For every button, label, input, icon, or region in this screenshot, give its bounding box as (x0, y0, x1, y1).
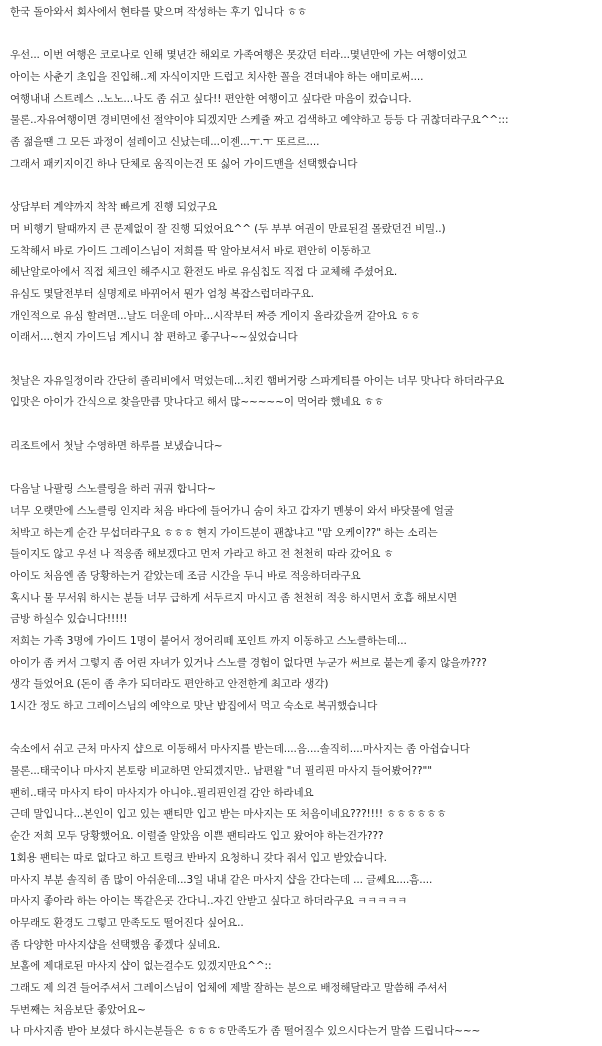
review-line: 유심도 몇달전부터 실명제로 바뀌어서 뭔가 엄청 복잡스럽더라구요. (10, 287, 314, 300)
review-line: 아이가 좀 커서 그렇지 좀 어린 자녀가 있거나 스노클 경험이 없다면 누군가 써브로 붙는게 좋지 않을까??? (10, 656, 487, 669)
paragraph-spacer (10, 24, 602, 46)
review-line: 리조트에서 첫날 수영하면 하루를 보냈습니다~ (10, 439, 223, 452)
review-line: 다음날 나팔링 스노클링을 하러 궈궈 합니다~ (10, 483, 216, 496)
review-line: 우선... 이번 여행은 코로나로 인해 몇년간 해외로 가족여행은 못갔던 터라...몇년만에 가는 여행이었고 (10, 49, 467, 62)
review-line: 저희는 가족 3명에 가이드 1명이 붙어서 정어리떼 포인트 까지 이동하고 스노클하는데... (10, 634, 407, 647)
paragraph-spacer (10, 349, 602, 371)
review-line: 상담부터 계약까지 착착 빠르게 진행 되었구요 (10, 201, 218, 214)
review-line: 금방 하실수 있습니다!!!!! (10, 613, 128, 626)
review-line: 한국 돌아와서 회사에서 현타를 맞으며 작성하는 후기 입니다 ㅎㅎ (10, 6, 308, 18)
review-line: 물론..자유여행이면 경비면에선 절약이야 되겠지만 스케쥴 짜고 검색하고 예약하고 등등 다 귀찮더라구요^^::: (10, 114, 509, 127)
review-line: 입맛은 아이가 간식으로 찾을만큼 맛나다고 해서 많~~~~~이 먹어라 했네요 ㅎㅎ (10, 396, 384, 409)
review-line: 도착해서 바로 가이드 그레이스님이 저희를 딱 알아보셔서 바로 편안히 이동하고 (10, 244, 371, 257)
review-line: 아무래도 환경도 그렇고 만족도도 떨어진다 싶어요.. (10, 916, 244, 929)
review-line: 좀 다양한 마사지샵을 선택했음 좋겠다 싶네요. (10, 938, 221, 951)
review-line: 첫날은 자유일정이라 간단히 졸리비에서 먹었는데...치킨 햄버거랑 스파게티를 아이는 너무 맛나다 하더라구요 (10, 374, 505, 387)
review-line: 그래도 제 의견 들어주셔서 그레이스님이 업체에 제발 잘하는 분으로 배정해달라고 말씀해 주셔서 (10, 981, 448, 994)
review-line: 근데 말입니다...본인이 입고 있는 팬티만 입고 받는 마사지는 또 처음이네요???!!!! ㅎㅎㅎㅎㅎㅎ (10, 808, 447, 821)
review-line: 여행내내 스트레스 ..노노...나도 좀 쉬고 싶다!! 편안한 여행이고 싶다란 마음이 컸습니다. (10, 92, 412, 105)
review-line: 아이도 처음엔 좀 당황하는거 같았는데 조금 시간을 두니 바로 적응하더라구요 (10, 569, 361, 582)
review-line: 두번째는 처음보단 좋았어요~ (10, 1003, 146, 1016)
paragraph-spacer (10, 176, 602, 198)
review-line: 들이지도 않고 우선 나 적응좀 해보겠다고 먼저 가라고 하고 전 천천히 따라 갔어요 ㅎ (10, 548, 394, 561)
review-line: 보홀에 제대로된 마사지 샵이 없는걸수도 있겠지만요^^:: (10, 960, 272, 973)
review-line: 마사지 좋아라 하는 아이는 똑같은곳 간다니..자긴 안받고 싶다고 하더라구요 ㅋㅋㅋㅋㅋ (10, 895, 408, 908)
review-line: 머 비행기 탈때까지 큰 문제없이 잘 진행 되었어요^^ (두 부부 여권이 만료된걸 몰랐던건 비밀..) (10, 222, 446, 235)
review-line: 숙소에서 쉬고 근처 마사지 샵으로 이동해서 마사지를 받는데....음....솔직히....마사지는 좀 아쉽습니다 (10, 743, 470, 756)
review-line: 개인적으로 유심 할려면...날도 더운데 아마...시작부터 짜증 게이지 올라갔을꺼 같아요 ㅎㅎ (10, 309, 421, 322)
review-line: 처박고 하는게 순간 무섭더라구요 ㅎㅎㅎ 현지 가이드분이 괜찮냐고 "맘 오케이??" 하는 소리는 (10, 526, 438, 539)
review-line: 헤난알로아에서 직접 체크인 해주시고 환전도 바로 유심칩도 직접 다 교체해 주셨어요. (10, 266, 398, 279)
review-line: 좀 젊을땐 그 모든 과정이 설레이고 신났는데...이젠...ㅜ.ㅜ 또르르.... (10, 136, 320, 149)
review-line: 나 마사지좀 받아 보셨다 하시는분들은 ㅎㅎㅎㅎ만족도가 좀 떨어질수 있으시다는거 말씀 드립니다~~~ (10, 1025, 481, 1038)
paragraph-spacer (10, 414, 602, 436)
review-line: 이래서....현지 가이드님 계시니 참 편하고 좋구나~~싶었습니다 (10, 331, 298, 344)
review-line: 물론...태국이나 마사지 본토랑 비교하면 안되겠지만.. 남편왈 "너 필리핀 마사지 들어봤어??"" (10, 765, 432, 778)
review-line: 1시간 정도 하고 그레이스님의 예약으로 맛난 밥집에서 먹고 숙소로 복귀했습니다 (10, 700, 378, 712)
review-line: 혹시나 물 무서워 하시는 분들 너무 급하게 서두르지 마시고 좀 천천히 적응 하시면서 호흡 해보시면 (10, 591, 458, 604)
review-line: 너무 오랫만에 스노클링 인지라 처음 바다에 들어가니 숨이 차고 갑자기 멘붕이 와서 바닷물에 얼굴 (10, 504, 454, 517)
review-line: 마사지 부분 솔직히 좀 많이 아쉬운데...3일 내내 같은 마사지 샵을 간다는데 ... 글쎄요....흠.... (10, 873, 433, 886)
review-line: 그래서 패키지이긴 하나 단체로 움직이는건 또 싫어 가이드맨을 선택했습니다 (10, 157, 358, 170)
paragraph-spacer (10, 718, 602, 740)
paragraph-spacer (10, 457, 602, 479)
review-line: 팬히..태국 마사지 타이 마사지가 아니야..필리핀인걸 감안 하라네요 (10, 786, 314, 799)
review-line: 아이는 사춘기 초입을 진입해..제 자식이지만 드럽고 치사한 꼴을 견뎌내야 하는 애미로써.... (10, 71, 424, 84)
review-line: 생각 들었어요 (돈이 좀 추가 되더라도 편안하고 안전한게 최고라 생각) (10, 678, 329, 691)
review-line: 1회용 팬티는 따로 없다고 하고 트렁크 반바지 요청하니 갖다 줘서 입고 받았습니다. (10, 851, 387, 864)
review-line: 순간 저희 모두 당황했어요. 이럴줄 알았음 이쁜 팬티라도 입고 왔어야 하는건가??? (10, 830, 384, 843)
